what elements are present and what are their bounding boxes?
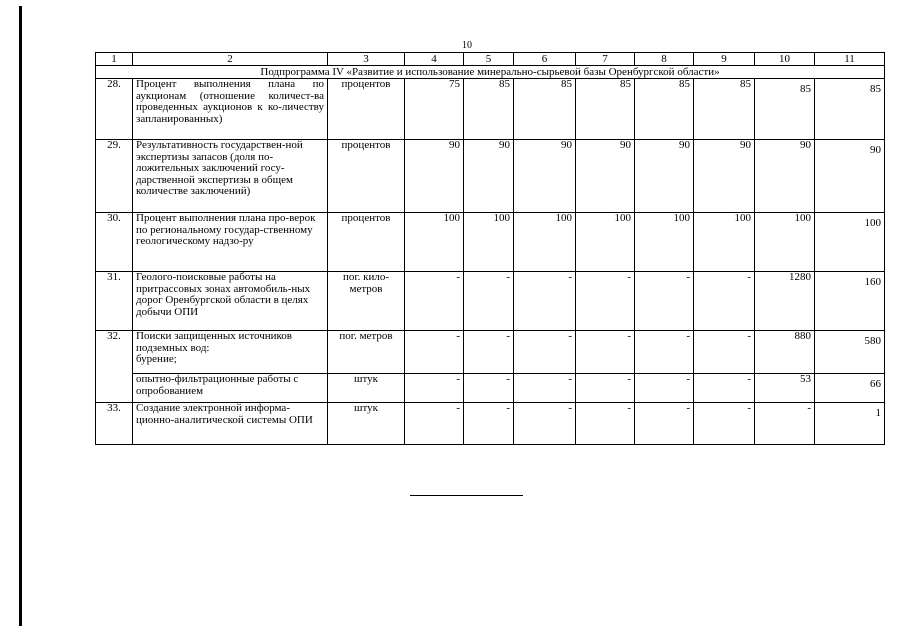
page-number: 10 [462, 40, 472, 51]
value-cell: - [464, 331, 514, 374]
value-cell: - [576, 374, 635, 403]
row-number: 29. [96, 140, 133, 213]
value-cell: - [405, 403, 464, 445]
value-cell: 90 [694, 140, 755, 213]
value-cell: - [635, 272, 694, 331]
column-header: 4 [405, 53, 464, 66]
unit-cell: процентов [328, 213, 405, 272]
value-cell: - [514, 331, 576, 374]
column-header: 7 [576, 53, 635, 66]
value-cell: 90 [815, 140, 885, 213]
value-cell: - [755, 403, 815, 445]
value-cell: 90 [755, 140, 815, 213]
value-cell: 85 [464, 79, 514, 140]
value-cell: 1 [815, 403, 885, 445]
indicator-table [95, 52, 885, 445]
value-cell: - [514, 374, 576, 403]
unit-cell: процентов [328, 79, 405, 140]
value-cell: - [464, 272, 514, 331]
value-cell: 75 [405, 79, 464, 140]
row-number: 33. [96, 403, 133, 445]
value-cell: - [576, 272, 635, 331]
value-cell: - [464, 403, 514, 445]
indicator-name: Процент выполнения плана по аукционам (отношение количест-ва проведенных аукционов к ко-личеству запланированных) [133, 79, 328, 140]
value-cell: 90 [405, 140, 464, 213]
binding-margin-line [19, 6, 22, 626]
indicator-name: опытно-фильтрационные работы с опробованием [133, 374, 328, 403]
table-row [96, 140, 885, 213]
value-cell: 90 [576, 140, 635, 213]
value-cell: 160 [815, 272, 885, 331]
value-cell: 880 [755, 331, 815, 374]
column-header: 10 [755, 53, 815, 66]
value-cell: - [635, 403, 694, 445]
column-header: 2 [133, 53, 328, 66]
value-cell: - [405, 331, 464, 374]
value-cell: 66 [815, 374, 885, 403]
value-cell: - [694, 331, 755, 374]
value-cell: - [635, 331, 694, 374]
value-cell: - [635, 374, 694, 403]
value-cell: - [514, 272, 576, 331]
indicator-name: Поиски защищенных источников подземных вод: бурение; [133, 331, 328, 374]
column-header: 5 [464, 53, 514, 66]
value-cell: - [694, 272, 755, 331]
row-number: 28. [96, 79, 133, 140]
value-cell: 100 [514, 213, 576, 272]
value-cell: 85 [635, 79, 694, 140]
value-cell: 85 [576, 79, 635, 140]
value-cell: - [514, 403, 576, 445]
column-number-row [96, 53, 885, 66]
value-cell: - [694, 374, 755, 403]
value-cell: 85 [755, 79, 815, 140]
table-row [96, 403, 885, 445]
value-cell: 85 [514, 79, 576, 140]
value-cell: 100 [755, 213, 815, 272]
table-row [96, 331, 885, 374]
column-header: 6 [514, 53, 576, 66]
value-cell: 100 [464, 213, 514, 272]
row-number: 32. [96, 331, 133, 374]
value-cell: 90 [514, 140, 576, 213]
subprogram-title: Подпрограмма IV «Развитие и использование минерально-сырьевой базы Оренбургской области» [96, 66, 885, 79]
table-row [96, 272, 885, 331]
column-header: 3 [328, 53, 405, 66]
column-header: 9 [694, 53, 755, 66]
value-cell: - [694, 403, 755, 445]
table-row [96, 213, 885, 272]
closing-rule-line [410, 495, 523, 496]
unit-cell: пог. кило-метров [328, 272, 405, 331]
value-cell: - [405, 374, 464, 403]
table-row [96, 79, 885, 140]
value-cell: 100 [576, 213, 635, 272]
column-header: 1 [96, 53, 133, 66]
indicator-name: Результативность государствен-ной экспертизы запасов (доля по-ложительных заключений госу-дарственной экспертизы в общем количестве заключений) [133, 140, 328, 213]
indicator-name: Процент выполнения плана про-верок по региональному государ-ственному геологическому надзо-ру [133, 213, 328, 272]
value-cell: - [464, 374, 514, 403]
row-number [96, 374, 133, 403]
value-cell: - [576, 331, 635, 374]
value-cell: 53 [755, 374, 815, 403]
value-cell: 85 [815, 79, 885, 140]
indicator-name: Геолого-поисковые работы на притрассовых зонах автомобиль-ных дорог Оренбургской области в целях добычи ОПИ [133, 272, 328, 331]
unit-cell: штук [328, 403, 405, 445]
value-cell: 90 [464, 140, 514, 213]
value-cell: 100 [815, 213, 885, 272]
column-header: 11 [815, 53, 885, 66]
row-number: 30. [96, 213, 133, 272]
value-cell: - [405, 272, 464, 331]
unit-cell: штук [328, 374, 405, 403]
row-number: 31. [96, 272, 133, 331]
value-cell: - [576, 403, 635, 445]
column-header: 8 [635, 53, 694, 66]
value-cell: 85 [694, 79, 755, 140]
value-cell: 100 [694, 213, 755, 272]
indicator-name: Создание электронной информа-ционно-аналитической системы ОПИ [133, 403, 328, 445]
value-cell: 1280 [755, 272, 815, 331]
subprogram-row [96, 66, 885, 79]
unit-cell: процентов [328, 140, 405, 213]
value-cell: 100 [405, 213, 464, 272]
table-row [96, 374, 885, 403]
unit-cell: пог. метров [328, 331, 405, 374]
table-body [96, 53, 885, 445]
value-cell: 100 [635, 213, 694, 272]
value-cell: 580 [815, 331, 885, 374]
value-cell: 90 [635, 140, 694, 213]
